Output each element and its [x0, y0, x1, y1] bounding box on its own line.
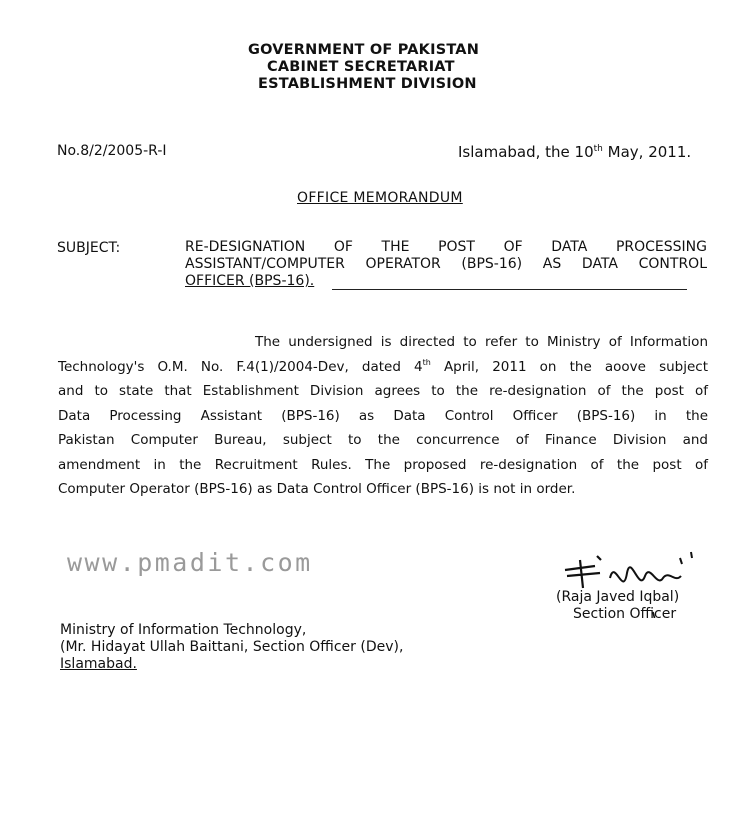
body-line-5: Pakistan Computer Bureau, subject to the concurrence of Finance Division and [58, 432, 708, 448]
subject-label: SUBJECT: [57, 240, 121, 256]
memo-date [458, 143, 691, 161]
letterhead-cabinet: CABINET SECRETARIAT [267, 59, 455, 75]
body-line-6: amendment in the Recruitment Rules. The proposed re-designation of the post of [58, 456, 708, 473]
date-superscript: th [593, 144, 603, 154]
body-line-1: The undersigned is directed to refer to Ministry of Information [255, 334, 708, 350]
subject-line-3: OFFICER (BPS-16). [185, 273, 315, 289]
body-line-4: Data Processing Assistant (BPS-16) as Data Control Officer (BPS-16) in the [58, 407, 708, 424]
body-line-2a: Technology's O.M. No. F.4(1)/2004-Dev, dated 4 [58, 358, 423, 375]
body-line-7: Computer Operator (BPS-16) as Data Control Officer (BPS-16) is not in order. [58, 481, 576, 497]
addressee-block [60, 622, 403, 673]
date-suffix: May, 2011. [602, 143, 692, 161]
body-line-2-superscript: th [422, 357, 431, 367]
addressee-city: Islamabad. [60, 656, 137, 672]
signatory-name: (Raja Javed Iqbal) [556, 589, 680, 605]
letterhead-division: ESTABLISHMENT DIVISION [258, 76, 477, 92]
addressee-line-2: (Mr. Hidayat Ullah Baittani, Section Officer (Dev), [60, 639, 404, 655]
subject-underline [332, 289, 687, 290]
watermark: www.pmadit.com [67, 548, 313, 577]
memo-body [58, 330, 708, 502]
subject-text [185, 239, 707, 290]
subject-line-2: ASSISTANT/COMPUTER OPERATOR (BPS-16) AS DATA CONTROL [185, 256, 707, 272]
signatory-title: Section Officer [573, 606, 677, 622]
letterhead-government: GOVERNMENT OF PAKISTAN [248, 42, 480, 58]
addressee-line-1: Ministry of Information Technology, [60, 622, 307, 638]
letterhead [0, 42, 750, 93]
body-line-2 [58, 355, 708, 380]
reference-number: No.8/2/2005-R-I [57, 143, 167, 159]
date-prefix: Islamabad, the 10 [458, 143, 594, 161]
memo-title: OFFICE MEMORANDUM [297, 190, 463, 206]
body-line-2b: April, 2011 on the aoove subject [430, 358, 708, 375]
subject-line-1: RE-DESIGNATION OF THE POST OF DATA PROCESSING [185, 239, 707, 255]
body-line-3: and to state that Establishment Division agrees to the re-designation of the post of [58, 383, 708, 399]
